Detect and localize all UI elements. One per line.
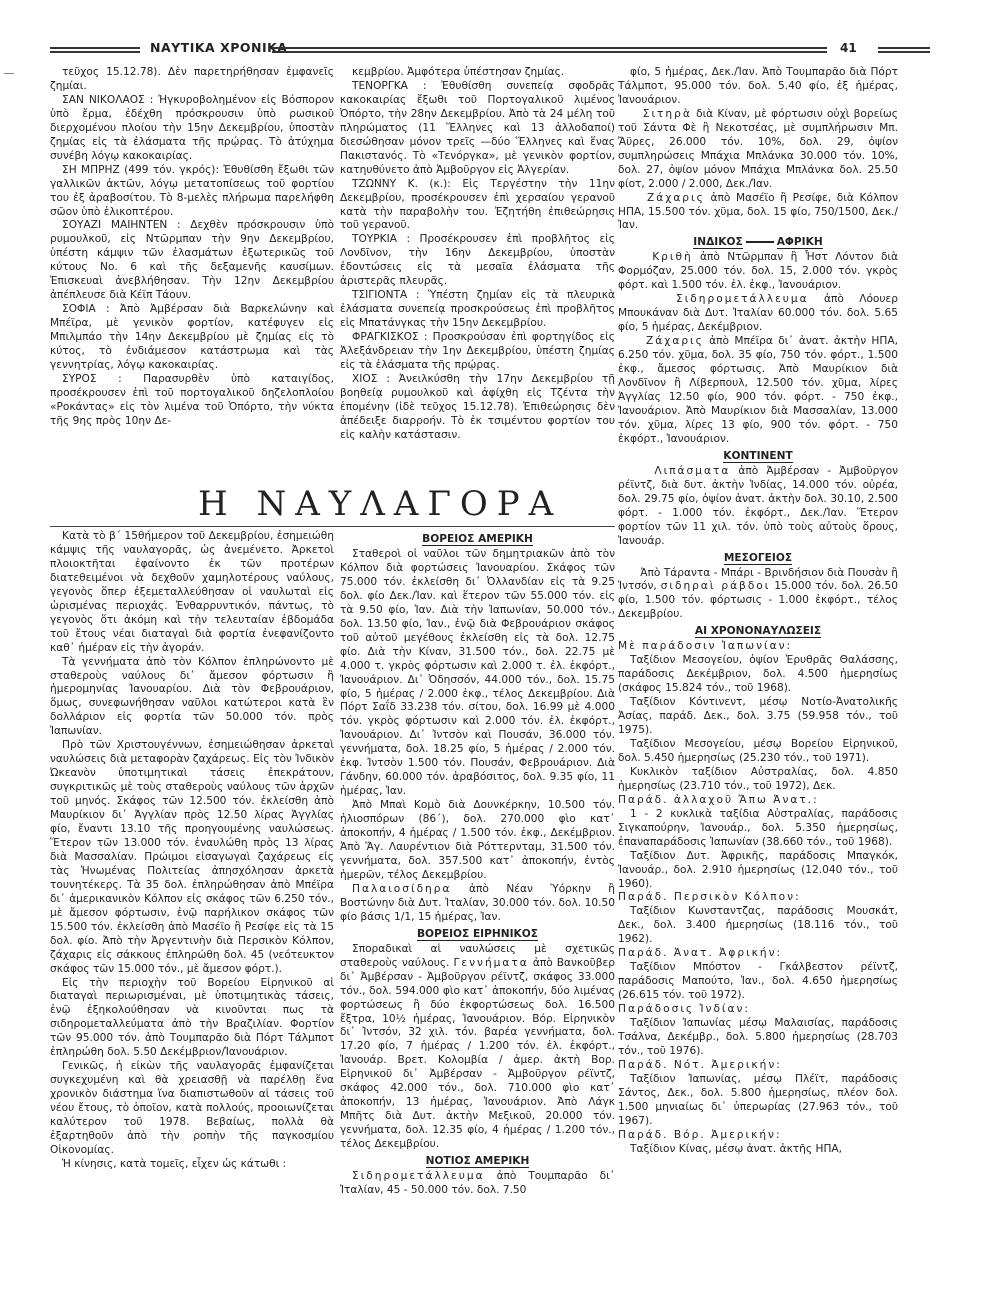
paragraph: ΤΖΩΝΝΥ Κ. (κ.): Εἰς Τεργέστην τὴν 11ην Δεκεμβρίου, προσέκρουσεν ἐπὶ χερσαίου γερανοῦ κατὰ τὴν παραβολὴν του. Ἐζητήθη ἐπιθεώρησις τοῦ γερανοῦ. — [340, 177, 615, 232]
spaced-term: Παλαιοσίδηρα — [352, 882, 452, 895]
paragraph: Κατὰ τὸ β´ 15θήμερον τοῦ Δεκεμβρίου, ἐσημειώθη κάμψις τῆς ναυλαγορᾶς, ὡς ἀνεμένετο. Ἀρκετοὶ πλοιοκτῆται ἐφαίνοντο ἐκ τῶν προτέρων διατεθειμένοι νὰ δεχθοῦν χαμηλοτέρους ναύλους, γεγονὸς ὅπερ ἐξεμεταλλεύθησαν οἱ ναυλωταὶ εἰς ὡρισμένας περιοχάς. Ἐνθαρρυντικόν, πάντως, τὸ γεγονὸς ὅτι ἀκόμη καὶ τὴν τελευταίαν ἑβδομάδα τοῦ ἔτους νέαι διαταγαὶ διὰ φορτία ἐνεφανίζοντο καθ᾽ ἡμέραν εἰς τὴν ἀγοράν. — [50, 530, 334, 654]
section-heading: ΒΟΡΕΙΟΣ ΑΜΕΡΙΚΗ — [422, 533, 533, 545]
paragraph: ΤΟΥΡΚΙΑ : Προσέκρουσεν ἐπὶ προβλῆτος εἰς Λονδῖνον, τὴν 16ην Δεκεμβρίου, ὑποστὰν ἐδοντώσεις εἰς τὰ μεσαῖα ἐλάσματα τῆς ἀριστερᾶς πλευρᾶς. — [340, 233, 615, 288]
paragraph: ΣΑΝ ΝΙΚΟΛΑΟΣ : Ἠγκυροβολημένον εἰς Βόσπορον ὑπὸ ἔρμα, ἐδέχθη πρόσκρουσιν ὑπὸ ρωσικοῦ διερχομένου πλοίου τὴν 15ην Δεκεμβρίου, ὑποστὰν ζημίας εἰς τὰ ἐλάσματα τῆς πρῴρας. Τὸ ἀτύχημα συνέβη λόγῳ κακοκαιρίας. — [50, 93, 334, 162]
spaced-term: σιδηραὶ ράβδοι — [660, 580, 771, 593]
spaced-term: Σιδηρομετάλλευμα — [352, 1170, 485, 1183]
subheading: Παράδοσις Ἰνδίαν: — [618, 1003, 750, 1016]
heading-dash — [746, 241, 774, 243]
paragraph: ΣΗ ΜΠΡΗΖ (499 τόν. γκρός): Ἐθυθίσθη ἔξωθι τῶν γαλλικῶν ἀκτῶν, λόγῳ μετατοπίσεως τοῦ φορτίου του ἐξ ἀραβοσίτου. Τὸ 8-μελὲς πλήρωμα παρελήφθη σῶον ὑπὸ ἑλικοπτέρου. — [50, 163, 334, 218]
subheading: Παράδ. ἀλλαχοῦ Ἄπω Ἀνατ.: — [618, 793, 819, 806]
paragraph: τεῦχος 15.12.78). Δὲν παρετηρήθησαν ἐμφανεῖς ζημίαι. — [50, 66, 334, 92]
paragraph: Ταξίδιον Ἰαπωνίας μέσῳ Μαλαισίας, παράδοσις Τσάλνα, Δεκέμβρ., δολ. 5.800 ἡμερησίως (28.703 τόν., τοῦ 1976). — [618, 1017, 898, 1057]
column-1-article — [50, 530, 334, 1230]
paragraph: Κυκλικὸν ταξίδιον Αὐστραλίας, δολ. 4.850 ἡμερησίως (23.710 τόν., τοῦ 1972), Δεκ. — [618, 765, 898, 792]
subheading: Παράδ. Ἀνατ. Ἀφρικήν: — [618, 947, 783, 960]
paragraph: ΦΡΑΓΚΙΣΚΟΣ : Προσκρούσαν ἐπὶ φορτηγίδος εἰς Ἀλεξάνδρειαν τὴν 1ην Δεκεμβρίου, ὑπέστη ζημίας εἰς τὰ ἐλάσματα τῆς πρῴρας. — [340, 331, 615, 372]
paragraph: Σιδηρομετάλλευμα ἀπὸ Τουμπαρᾶο δι᾽ Ἰταλίαν, 45 - 50.000 τόν. δολ. 7.50 — [340, 1170, 615, 1196]
paragraph: Ταξίδιον Κωνσταντζας, παράδοσις Μουσκάτ, Δεκ., δολ. 3.400 ἡμερησίως (18.116 τόν., τοῦ 1962). — [618, 905, 898, 946]
paragraph: Λιπάσματα ἀπὸ Ἀμβέρσαν - Ἀμβοῦργον ρέϊντζ, διὰ δυτ. ἀκτὴν Ἰνδίας, 14.000 τόν. οὐρέα, δολ. 29.75 φίο, ὀψίον ἀνατ. ἀκτὴν δολ. 30.10, 2.500 φόρτ. - 1.000 τόν. ἐκφόρτ., Δεκ./Ἰαν. Ἕτερον φορτίον τῶν 11 χιλ. τόν. ὑπὸ τοὺς αὐτοὺς ὅρους, Ἰανουάρ. — [618, 464, 898, 547]
section-heading: ΙΝΔΙΚΟΣ ΑΦΡΙΚΗ — [693, 236, 823, 249]
paragraph: Ἀπὸ Τάραντα - Μπάρι - Βρινδήσιον διὰ Πουσὰν ἢ Ἰντσόν, σιδηραὶ ράβδοι 15.000 τόν. δολ. 26.50 φίο, 1.500 τόν. φόρτωσις - 1.000 ἐκφόρτ., τέλος Δεκεμβρίου. — [618, 566, 898, 621]
paragraph: Κριθὴ ἀπὸ Ντῶρμπαν ἢ Ἦστ Λόντον διὰ Φορμόζαν, 25.000 τόν. δολ. 15, 2.000 τόν. γκρὸς φόρτ. καὶ 1.500 τόν. ἐλ. ἐκφ., Ἰανουάριον. — [618, 251, 898, 292]
spaced-term: Λιπάσματα — [654, 464, 731, 477]
column-1-top — [50, 66, 334, 478]
paragraph: Τὰ γεννήματα ἀπὸ τὸν Κόλπον ἐπληρώνοντο μὲ σταθεροὺς ναύλους δι᾽ ἄμεσον φόρτωσιν ἢ ἡμερομηνίας Ἰανουαρίου. Διὰ τὸν Φεβρουάριον, ὅμως, συνεφωνήθησαν ναῦλοι κατώτεροι κατὰ ἓν δολλάριον εἰς φορτία τῶν 50.000 τόν. πρὸς Ἰαπωνίαν. — [50, 655, 334, 738]
paragraph: Ταξίδιον Μεσογείου, ὀψίον Ἐρυθρᾶς Θαλάσσης, παράδοσις Δεκέμβριον, δολ. 4.500 ἡμερησίως (σκάφος 15.824 τόν., τοῦ 1968). — [618, 654, 898, 695]
section-heading: ΜΕΣΟΓΕΙΟΣ — [723, 551, 793, 564]
subheading: Παράδ. Νότ. Ἀμερικήν: — [618, 1058, 782, 1071]
paragraph: ΧΙΟΣ : Ἀνειλκύσθη τὴν 17ην Δεκεμβρίου τῇ βοηθείᾳ ρυμουλκοῦ καὶ ἀφίχθη εἰς Τζέντα τὴν ἑπομένην (ἰδὲ τεῦχος 15.12.78). Ἐπιθεώρησις δὲν ἀπέδειξε διαρροήν. Τὸ ἐκ τσιμέντου φορτίον του εἰς καλὴν κατάστασιν. — [340, 372, 615, 441]
article-title: Η ΝΑΥΛΑΓΟΡΑ — [198, 484, 563, 524]
paragraph: Ταξίδιον Κόντινεντ, μέσῳ Νοτίο-Ἀνατολικῆς Ἀσίας, παράδ. Δεκ., δολ. 3.75 (59.958 τόν., τοῦ 1975). — [618, 696, 898, 737]
paragraph: Ἀπὸ Μπαὶ Κομὸ διὰ Δουνκέρκην, 10.500 τόν. ἡλιοσπόρων (86´), δολ. 270.000 φὶο κατ᾽ ἀποκοπήν, 4 ἡμέρας / 1.500 τόν. ἐκφ., Δεκέμβριον. Ἀπὸ Ἅγ. Λαυρέντιον διὰ Ρόττερνταμ, 31.500 τόν. γεννήματα, δολ. 357.500 κατ᾽ ἀποκοπήν, ἐντὸς ἡμερῶν, τέλος Δεκεμβρίου. — [340, 799, 615, 881]
subheading: Παράδ. Βόρ. Ἀμερικήν: — [618, 1128, 782, 1141]
paragraph: Ἡ κίνησις, κατὰ τομεῖς, εἶχεν ὡς κάτωθι : — [62, 1157, 287, 1170]
paragraph: 1 - 2 κυκλικὰ ταξίδια Αὐστραλίας, παράδοσις Σιγκαπούρην, Ἰανουάρ., δολ. 5.350 ἡμερησίως, ἐπαναπαράδοσις Ἰαπωνίαν (38.660 τόν., τοῦ 1968). — [618, 807, 898, 848]
header-rule-left — [50, 47, 140, 53]
paragraph: Ζάχαρις ἀπὸ Μασέϊο ἢ Ρεσίφε, διὰ Κόλπον ΗΠΑ, 15.500 τόν. χῦμα, δολ. 15 φίο, 750/1500, Δεκ./Ἰαν. — [618, 191, 898, 232]
paragraph: ΣΥΡΟΣ : Παρασυρθὲν ὑπὸ καταιγίδος, προσέκρουσεν ἐπὶ τοῦ πορτογαλικοῦ δηζελοπλοίου «Ροκάντας» εἰς τὸν λιμένα τοῦ Ὀπόρτο, τὴν νύκτα τῆς 9ης πρὸς 10ην Δε- — [50, 372, 334, 427]
column-2-top — [340, 66, 615, 478]
paragraph: ΤΣΙΓΙΟΝΤΑ : Ὑπέστη ζημίαν εἰς τὰ πλευρικὰ ἐλάσματα συνεπείᾳ προσκρούσεως ἐπὶ προβλῆτος εἰς Μπατάνγκας τὴν 15ην Δεκεμβρίου. — [340, 289, 615, 330]
magazine-title: ΝΑΥΤΙΚΑ ΧΡΟΝΙΚΑ — [150, 40, 288, 55]
spaced-term: Σιδηρομετάλλευμα — [676, 293, 809, 306]
spaced-term: Ζάχαρις — [646, 191, 705, 204]
spaced-term: Σιτηρὰ — [642, 107, 692, 120]
paragraph: Σιτηρὰ διὰ Κίναν, μὲ φόρτωσιν οὐχὶ βορείως τοῦ Σάντα Φὲ ἢ Νεκοτσέας, μὲ συμπλήρωσιν Μπ. Ἄϋρες, 26.000 τόν. 10%, δολ. 29, ὀψίον συμπληρώσεις Μπάχια Μπλάνκα 30.000 τόν. 10%, δολ. 27, ὀψίον μόνον Μπάχια Μπλάνκα δολ. 25.50 φίοτ, 2.000 / 2.000, Δεκ./Ἰαν. — [618, 107, 898, 190]
paragraph: Ταξίδιον Μεσογείου, μέσῳ Βορείου Εἰρηνικοῦ, δολ. 5.450 ἡμερησίως (25.230 τόν., τοῦ 1971). — [618, 737, 898, 764]
page-number: 41 — [840, 41, 857, 55]
spaced-term: Γεννήματα — [453, 956, 529, 969]
column-3 — [618, 66, 898, 1226]
paragraph: ΣΟΥΑΖΙ ΜΑΙΗΝΤΕΝ : Δεχθὲν πρόσκρουσιν ὑπὸ ρυμουλκοῦ, εἰς Ντῶρμπαν τὴν 9ην Δεκεμβρίου, ὑπέστη κάμψιν τῶν ἐλασμάτων ἐξωτερικῶς τοῦ κύτους Νο. 6 καὶ τῆς δεξαμενῆς καυσίμων. Ἐπισκευαὶ ἀνεβλήθησαν. Τὴν 12ην Δεκεμβρίου ἀπέπλευσε διὰ Κέϊπ Τάουν. — [50, 219, 334, 302]
section-heading: ΝΟΤΙΟΣ ΑΜΕΡΙΚΗ — [425, 1155, 530, 1168]
header-rule-right — [272, 47, 827, 53]
title-underline — [50, 526, 615, 527]
page-header — [50, 40, 930, 62]
column-2-article — [340, 530, 615, 1230]
paragraph: Ταξίδιον Ἰαπωνίας, μέσῳ Πλέϊτ, παράδοσις Σάντος, Δεκ., δολ. 5.800 ἡμερησίως, πλέον δολ. 1.500 μηνιαίως δι᾽ ὑπερωρίας (27.963 τόν., τοῦ 1967). — [618, 1072, 898, 1127]
section-heading: ΚΟΝΤΙΝΕΝΤ — [723, 449, 793, 462]
section-heading: ΑΙ ΧΡΟΝΟΝΑΥΛΩΣΕΙΣ — [694, 625, 822, 638]
subheading: Μὲ παράδοσιν Ἰαπωνίαν: — [618, 640, 793, 653]
paragraph: Ζάχαρις ἀπὸ Μπέϊρα δι᾽ ἀνατ. ἀκτὴν ΗΠΑ, 6.250 τόν. χῦμα, δολ. 35 φίο, 750 τόν. φόρτ., 1.500 ἐκφ., ἄμεσος φόρτωσις. Ἀπὸ Μαυρίκιον διὰ Λονδῖνον ἢ Λίβερπουλ, 12.500 τόν. χῦμα, λίρες Ἀγγλίας 12.50 φίο, 900 τόν. φόρτ. - 750 ἐκφ., Ἰανουάριον. Ἀπὸ Μαυρίκιον διὰ Μασσαλίαν, 13.000 τόν. χῦμα, λίρες 13 φίο, 900 τόν. φόρτ. - 750 ἐκφόρτ., Ἰανουάριον. — [618, 335, 898, 445]
paragraph: Σποραδικαὶ αἱ ναυλώσεις μὲ σχετικῶς σταθεροὺς ναύλους. Γεννήματα ἀπὸ Βανκοῦβερ δι᾽ Ἀμβέρσαν - Ἀμβοῦργον ρέϊντζ, σκάφος 33.000 τόν., δολ. 594.000 φὶο κατ᾽ ἀποκοπήν, δύο λιμένας φορτώσεως ἢ δύο ἐκφορτώσεως δολ. 16.500 ἔξτρα, 10½ ἡμέρας, Ἰανουάριον. Βόρ. Εἰρηνικὸν δι᾽ Ἰντσόν, 32 χιλ. τόν. βαρέα γεννήματα, δολ. 17.20 φίο, 7 ἡμέρας / 1.200 τόν. ἐλ. ἐκφόρτ., Ἰανουάρ. Βρετ. Κολομβία / ἀμερ. ἀκτὴ Βορ. Εἰρηνικοῦ δι᾽ Ἀμβέρσαν - Ἀμβοῦργον ρέϊντζ, σκάφος 42.000 τόν., δολ. 710.000 φὶο κατ᾽ ἀποκοπήν, 13 ἡμέρας, Ἰανουάριον. Ἀπὸ Λάγκ Μπῆτς διὰ Δυτ. ἀκτὴν Μεξικοῦ, 20.000 τόν. γεννήματα, δολ. 12.35 φίο, 4 ἡμέρας / 1.200 τόν., τέλος Δεκεμβρίου. — [340, 942, 615, 1151]
subheading: Παράδ. Περσικὸν Κόλπον: — [618, 891, 801, 904]
paragraph: ΤΕΝΟΡΓΚΑ : Ἐθυθίσθη συνεπείᾳ σφοδρᾶς κακοκαιρίας ἔξωθι τοῦ Πορτογαλικοῦ λιμένος Ὀπόρτο, τὴν 28ην Δεκεμβρίου. Ἀπὸ τὰ 24 μέλη τοῦ πληρώματος (11 Ἕλληνες καὶ 13 ἀλλοδαποί) διεσώθησαν μόνον τρεῖς —δύο Ἕλληνες καὶ ἕνας Πακιστανός. Τὸ «Τενόργκα», μὲ γενικὸν φορτίον, κατηυθύνετο ἀπὸ Ἀμβοῦργον εἰς Ἀλγερίαν. — [340, 79, 615, 176]
paragraph: Ταξίδιον Κίνας, μέσῳ ἀνατ. ἀκτῆς ΗΠΑ, — [630, 1142, 843, 1155]
paragraph: ΣΟΦΙΑ : Ἀπὸ Ἀμβέρσαν διὰ Βαρκελώνην καὶ Μπέϊρα, μὲ γενικὸν φορτίον, κατέφυγεν εἰς Μπιλμπάο τὴν 14ην Δεκεμβρίου μὲ ζημίας εἰς τὸ κύτος, τὸ ἐνδιάμεσον κατάστρωμα καὶ τὰς γεννητρίας, λόγῳ κακοκαιρίας. — [50, 303, 334, 372]
paragraph: Παλαιοσίδηρα ἀπὸ Νέαν Ὑόρκην ἢ Βοστώνην διὰ Δυτ. Ἰταλίαν, 30.000 τόν. δολ. 10.50 φίο βάσις 1/1, 15 ἡμέρας, Ἰαν. — [340, 882, 615, 923]
margin-mark — [4, 73, 14, 74]
paragraph: κεμβρίου. Ἀμφότερα ὑπέστησαν ζημίας. — [352, 66, 565, 78]
paragraph: Ταξίδιον Δυτ. Ἀφρικῆς, παράδοσις Μπαγκόκ, Ἰανουάρ., δολ. 2.910 ἡμερησίως (12.040 τόν., τοῦ 1960). — [618, 849, 898, 890]
paragraph: Γενικῶς, ἡ εἰκὼν τῆς ναυλαγορᾶς ἐμφανίζεται συγκεχυμένη καὶ θὰ χρειασθῇ νὰ παρέλθῃ ἕνα χρονικὸν διάστημα ἵνα διαπιστωθοῦν αἱ τάσεις τοῦ νέου ἔτους, τὸ ὁποῖον, κατὰ πολλούς, προοιωνίζεται καλύτερον τοῦ 1978. Βεβαίως, πολλὰ θὰ ἐξαρτηθοῦν ἀπὸ τὴν ροπὴν τῆς παγκοσμίου Οἰκονομίας. — [50, 1060, 334, 1156]
header-rule-end — [878, 47, 930, 53]
spaced-term: Ζάχαρις — [645, 335, 704, 348]
paragraph: Πρὸ τῶν Χριστουγέννων, ἐσημειώθησαν ἀρκεταὶ ναυλώσεις διὰ μεταφορὰν ζαχάρεως. Εἰς τὸν Ἰνδικὸν Ὠκεανὸν ὑποτιμητικαὶ τάσεις ἐπεκράτουν, συγκριτικῶς μὲ τοὺς σταθεροὺς ναύλους τῶν ἀρχῶν τοῦ μηνός. Σκάφος τῶν 12.500 τόν. ἐκλείσθη ἀπὸ Μαυρίκιον δι᾽ Ἀγγλίαν πρὸς 12.50 λίρας Ἀγγλίας φίο, ἔναντι 13.10 τῆς προηγουμένης ναυλώσεως. Ἕτερον τῶν 13.000 τόν. ἐναυλώθη πρὸς 13 λίρας διὰ Μασσαλίαν. Πρώιμοι εἰσαγωγαὶ ζαχάρεως εἰς τὰς Ἡνωμένας Πολιτείας ἀπησχόλησαν ἀρκετὰ τουνητέκερς. Τὰ 35 δολ. ἐπληρώθησαν ἀπὸ Μπέϊρα δι᾽ ἀμερικανικὸν Κόλπον εἰς σκάφος τῶν 6.250 τόν., μὲ ἄμεσον φόρτωσιν, ἐνῷ παρήλικον σκάφος τῶν 15.500 τόν. ἐκλείσθη ἀπὸ Μασέϊο ἢ Ρεσίφε εἰς τὰ 15 δολ. φίο. Ἀπὸ τὴν Ἀργεντινὴν διὰ Περσικὸν Κόλπον, ζάχαρις εἰς σάκκους ἐπληρώθη δολ. 45 (νεότευκτον σκάφος τῶν 15.000 τόν., μὲ ἄμεσον φόρτ.). — [50, 739, 334, 975]
paragraph: Σταθεροὶ οἱ ναῦλοι τῶν δημητριακῶν ἀπὸ τὸν Κόλπον διὰ φορτώσεις Ἰανουαρίου. Σκάφος τῶν 75.000 τόν. ἐκλείσθη δι᾽ Ὀλλανδίαν εἰς τὰ 9.25 δολ. φίο Δεκ./Ἰαν. καὶ ἕτερον τῶν 55.000 τόν. εἰς τὰ 9.50 φίο, Ἰαν. Διὰ τὴν Ἰαπωνίαν, 50.000 τόν., δολ. 13.50 φίο, Ἰαν., ἐνῷ διὰ Φεβρουάριον σκάφος τοῦ αὐτοῦ μεγέθους ἐκλείσθη εἰς τὰ δολ. 12.75 φίο. Διὰ τὴν Κίναν, 31.500 τόν., δολ. 22.75 μὲ 4.000 τ. γκρὸς φόρτωσιν καὶ 2.000 τ. ἐλ. ἐκφόρτ., Ἰανουάριον. Δι᾽ Ὀδησσόν, 44.000 τόν., δολ. 15.75 φίο, 5 ἡμέρας / 2.000 ἐκφ., τέλος Δεκεμβρίου. Διὰ Πόρτ Σαΐδ 33.238 τόν. σίτου, δολ. 16.99 μὲ 4.000 τόν. γκρὸς φόρτωσιν καὶ 2.000 τόν. ἐλ. ἐκφόρτ., Ἰανουάριον. Δι᾽ Ἰντσὸν καὶ Πουσάν, 36.000 τόν. γεννήματα, δολ. 18.25 φίο, 5 ἡμέρας / 2.000 τόν. ἐκφ. Ἰντσὸν 1.500 τόν. Πουσάν, Φεβρουάριον. Διὰ Γάνδην, 60.000 τόν. ἀραβόσιτος, δολ. 9.35 φίο, 11 ἡμέρας, Ἰαν. — [340, 548, 615, 798]
paragraph: Σιδηρομετάλλευμα ἀπὸ Λόουερ Μπουκάναν διὰ Δυτ. Ἰταλίαν 60.000 τόν. δολ. 5.65 φίο, 5 ἡμέρας, Δεκέμβριον. — [618, 293, 898, 334]
paragraph: Εἰς τὴν περιοχὴν τοῦ Βορείου Εἰρηνικοῦ αἱ διαταγαὶ περιωρισμέναι, μὲ ὑποτιμητικὰς τάσεις, ἐνῷ ἐξηκολούθησαν νὰ κινοῦνται πως τὰ σιδηρομεταλλεύματα ἀπὸ τὴν Βραζιλίαν. Φορτίον τῶν 95.000 τόν. ἀπὸ Τουμπαρᾶο διὰ Πόρτ Τάλμποτ ἐπληρώθη δολ. 5.50 Δεκέμβριον/Ἰανουάριον. — [50, 976, 334, 1059]
spaced-term: Κριθὴ — [652, 251, 693, 264]
paragraph: Ταξίδιον Μπόστον - Γκάλβεστον ρέϊντζ, παράδοσις Μαπούτο, Ἰαν., δολ. 4.650 ἡμερησίως (26.615 τόν. τοῦ 1972). — [618, 961, 898, 1002]
section-heading: ΒΟΡΕΙΟΣ ΕΙΡΗΝΙΚΟΣ — [416, 927, 539, 940]
paragraph: φίο, 5 ἡμέρας, Δεκ./Ἰαν. Ἀπὸ Τουμπαρᾶο διὰ Πόρτ Τάλμποτ, 95.000 τόν. δολ. 5.40 φίο, ἐξ ἡμέρας, Ἰανουάριον. — [618, 66, 898, 106]
